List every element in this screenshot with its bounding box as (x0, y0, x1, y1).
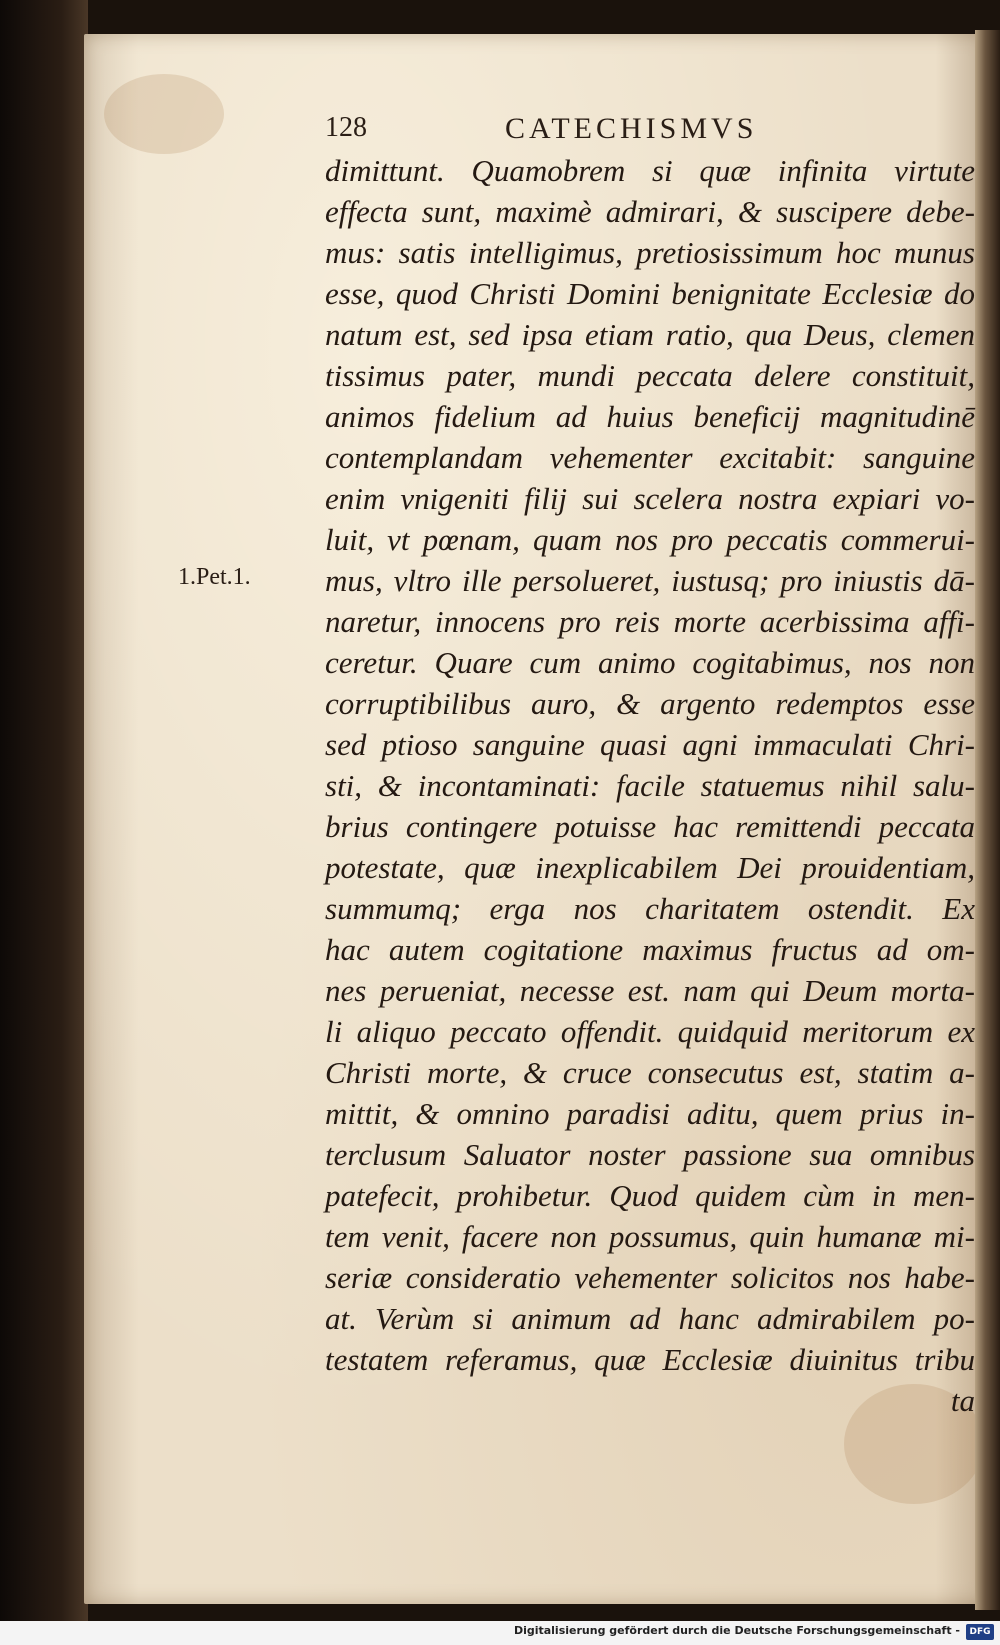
text-line: potestate, quæ inexplicabilem Dei prouidentiam, (325, 850, 975, 885)
text-line: mus, vltro ille persolueret, iustusq; pro iniustis dā- (325, 563, 975, 598)
catchword: ta (950, 1383, 975, 1418)
text-line: tissimus pater, mundi peccata delere constituit, (325, 358, 975, 393)
page-edge (975, 30, 1000, 1610)
text-line: esse, quod Christi Domini benignitate Ecclesiæ do (325, 276, 975, 311)
text-line: ceretur. Quare cum animo cogitabimus, nos non (325, 645, 975, 680)
text-line: luit, vt pœnam, quam nos pro peccatis commerui- (325, 522, 975, 557)
page-header (325, 112, 975, 152)
text-line: terclusum Saluator noster passione sua omnibus (325, 1137, 975, 1172)
text-line: summumq; erga nos charitatem ostendit. Ex (325, 891, 975, 926)
text-line: sed ptioso sanguine quasi agni immaculati Chri- (325, 727, 975, 762)
text-line: Christi morte, & cruce consecutus est, statim a- (325, 1055, 975, 1090)
text-line: effecta sunt, maximè admirari, & suscipere debe- (325, 194, 975, 229)
body-text (325, 150, 975, 1421)
text-line: animos fidelium ad huius beneficij magnitudinē (325, 399, 975, 434)
text-line: patefecit, prohibetur. Quod quidem cùm in men- (325, 1178, 975, 1213)
dfg-logo-icon: DFG (966, 1624, 994, 1640)
running-title: CATECHISMVS (505, 112, 758, 145)
text-line: sti, & incontaminati: facile statuemus nihil salu- (325, 768, 975, 803)
text-line: mittit, & omnino paradisi aditu, quem prius in- (325, 1096, 975, 1131)
text-line: li aliquo peccato offendit. quidquid meritorum ex (325, 1014, 975, 1049)
page-stain (104, 74, 224, 154)
scan-background-left (0, 0, 88, 1645)
text-line: nes perueniat, necesse est. nam qui Deum morta- (325, 973, 975, 1008)
page-number: 128 (325, 112, 367, 143)
text-line: tem venit, facere non possumus, quin humanæ mi- (325, 1219, 975, 1254)
text-line: dimittunt. Quamobrem si quæ infinita virtute (325, 153, 975, 188)
text-line: at. Verùm si animum ad hanc admirabilem po- (325, 1301, 975, 1336)
margin-note: 1.Pet.1. (178, 564, 251, 590)
digitization-footer (0, 1621, 1000, 1645)
text-line: testatem referamus, quæ Ecclesiæ diuinitus tribu (325, 1342, 975, 1377)
text-line: corruptibilibus auro, & argento redemptos esse (325, 686, 975, 721)
text-line: enim vnigeniti filij sui scelera nostra expiari vo- (325, 481, 975, 516)
text-line: seriæ consideratio vehementer solicitos nos habe- (325, 1260, 975, 1295)
text-line: hac autem cogitatione maximus fructus ad om- (325, 932, 975, 967)
text-line: mus: satis intelligimus, pretiosissimum hoc munus (325, 235, 975, 270)
text-line: natum est, sed ipsa etiam ratio, qua Deus, clemen (325, 317, 975, 352)
text-line: contemplandam vehementer excitabit: sanguine (325, 440, 975, 475)
footer-credit: Digitalisierung gefördert durch die Deutsche Forschungsgemeinschaft - (513, 1624, 960, 1637)
text-line: brius contingere potuisse hac remittendi peccata (325, 809, 975, 844)
text-line: naretur, innocens pro reis morte acerbissima affi- (325, 604, 975, 639)
